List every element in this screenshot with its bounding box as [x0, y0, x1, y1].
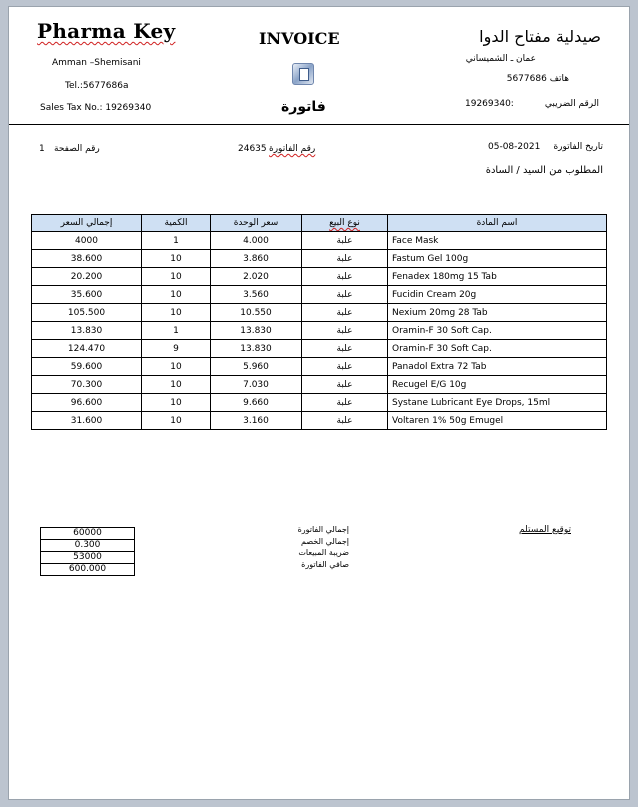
- totals-row: [41, 528, 135, 540]
- net-total-value: 600.000: [41, 564, 135, 576]
- header-total-price: إجمالي السعر: [32, 215, 142, 232]
- row-sale-type: علبة: [302, 394, 388, 412]
- sales-tax-value: 53000: [41, 552, 135, 564]
- company-name-en: Pharma Key: [37, 19, 176, 43]
- row-qty: 1: [142, 232, 211, 250]
- row-unit-price: 3.860: [211, 250, 302, 268]
- totals-row: [41, 564, 135, 576]
- invoice-title: INVOICE: [259, 29, 340, 48]
- row-unit-price: 10.550: [211, 304, 302, 322]
- page-number: 1: [39, 144, 45, 154]
- row-item-name: Recugel E/G 10g: [388, 376, 607, 394]
- row-total: 59.600: [32, 358, 142, 376]
- row-total: 31.600: [32, 412, 142, 430]
- invoice-title-ar: فاتورة: [281, 99, 326, 115]
- row-total: 4000: [32, 232, 142, 250]
- items-table: [31, 214, 607, 430]
- invoice-total-label: إجمالي الفاتورة: [297, 525, 349, 534]
- table-row: [32, 232, 607, 250]
- row-item-name: Panadol Extra 72 Tab: [388, 358, 607, 376]
- tax-ar-label: الرقم الضريبي: [544, 99, 599, 109]
- address-en: Amman –Shemisani: [52, 58, 141, 68]
- row-qty: 10: [142, 250, 211, 268]
- tax-ar-value: 19269340:: [465, 99, 514, 109]
- row-total: 20.200: [32, 268, 142, 286]
- header-divider: [9, 124, 629, 125]
- row-item-name: Fucidin Cream 20g: [388, 286, 607, 304]
- row-total: 96.600: [32, 394, 142, 412]
- row-qty: 10: [142, 358, 211, 376]
- row-sale-type: علبة: [302, 340, 388, 358]
- header-unit-price: سعر الوحدة: [211, 215, 302, 232]
- row-qty: 10: [142, 412, 211, 430]
- sales-tax-en: Sales Tax No.: 19269340: [40, 103, 152, 113]
- table-row: [32, 358, 607, 376]
- page-number-label: رقم الصفحة: [54, 144, 100, 154]
- invoice-number-label: رقم الفاتورة: [269, 144, 316, 154]
- row-qty: 10: [142, 304, 211, 322]
- row-sale-type: علبة: [302, 322, 388, 340]
- table-row: [32, 412, 607, 430]
- requested-from-label: المطلوب من السيد / السادة: [485, 165, 603, 176]
- company-name-ar: صيدلية مفتاح الدوا: [479, 27, 601, 46]
- row-item-name: Nexium 20mg 28 Tab: [388, 304, 607, 322]
- table-row: [32, 376, 607, 394]
- recipient-signature-label: توقيع المستلم: [519, 525, 571, 535]
- totals-labels: [269, 524, 349, 570]
- row-sale-type: علبة: [302, 286, 388, 304]
- invoice-number: 24635: [238, 144, 267, 154]
- totals-row: [41, 540, 135, 552]
- row-total: 124.470: [32, 340, 142, 358]
- table-row: [32, 268, 607, 286]
- row-qty: 1: [142, 322, 211, 340]
- table-header-row: [32, 215, 607, 232]
- row-unit-price: 13.830: [211, 340, 302, 358]
- row-unit-price: 5.960: [211, 358, 302, 376]
- row-sale-type: علبة: [302, 412, 388, 430]
- row-sale-type: علبة: [302, 232, 388, 250]
- row-item-name: Oramin-F 30 Soft Cap.: [388, 322, 607, 340]
- totals-table: [40, 527, 135, 576]
- net-total-label: صافي الفاتورة: [301, 559, 349, 569]
- row-unit-price: 13.830: [211, 322, 302, 340]
- row-qty: 9: [142, 340, 211, 358]
- row-total: 105.500: [32, 304, 142, 322]
- row-sale-type: علبة: [302, 376, 388, 394]
- row-item-name: Systane Lubricant Eye Drops, 15ml: [388, 394, 607, 412]
- row-item-name: Face Mask: [388, 232, 607, 250]
- table-row: [32, 286, 607, 304]
- invoice-page: [8, 6, 630, 800]
- header-item-name: اسم المادة: [388, 215, 607, 232]
- header-sale-type: نوع البيع: [302, 215, 388, 232]
- row-item-name: Fastum Gel 100g: [388, 250, 607, 268]
- row-unit-price: 2.020: [211, 268, 302, 286]
- row-sale-type: علبة: [302, 358, 388, 376]
- row-total: 70.300: [32, 376, 142, 394]
- row-sale-type: علبة: [302, 304, 388, 322]
- totals-row: [41, 552, 135, 564]
- table-row: [32, 250, 607, 268]
- row-total: 13.830: [32, 322, 142, 340]
- discount-total-value: 0.300: [41, 540, 135, 552]
- invoice-date: 05-08-2021: [488, 142, 541, 152]
- row-item-name: Voltaren 1% 50g Emugel: [388, 412, 607, 430]
- row-unit-price: 3.560: [211, 286, 302, 304]
- row-item-name: Fenadex 180mg 15 Tab: [388, 268, 607, 286]
- table-row: [32, 340, 607, 358]
- row-unit-price: 9.660: [211, 394, 302, 412]
- row-unit-price: 3.160: [211, 412, 302, 430]
- address-ar: عمان ـ الشميساني: [465, 54, 536, 64]
- invoice-date-label: تاريخ الفاتورة: [553, 142, 603, 152]
- row-unit-price: 7.030: [211, 376, 302, 394]
- row-sale-type: علبة: [302, 250, 388, 268]
- invoice-total-value: 60000: [41, 528, 135, 540]
- row-qty: 10: [142, 394, 211, 412]
- sales-tax-label: ضريبة المبيعات: [298, 548, 349, 557]
- table-row: [32, 304, 607, 322]
- row-unit-price: 4.000: [211, 232, 302, 250]
- row-qty: 10: [142, 376, 211, 394]
- discount-total-label: إجمالي الخصم: [301, 536, 349, 546]
- phone-en: Tel.:5677686a: [65, 81, 129, 91]
- row-item-name: Oramin-F 30 Soft Cap.: [388, 340, 607, 358]
- header-quantity: الكمية: [142, 215, 211, 232]
- table-row: [32, 394, 607, 412]
- phone-ar: هاتف 5677686: [506, 74, 569, 84]
- row-qty: 10: [142, 268, 211, 286]
- row-sale-type: علبة: [302, 268, 388, 286]
- row-qty: 10: [142, 286, 211, 304]
- pharmacy-logo-icon: [292, 63, 314, 85]
- table-row: [32, 322, 607, 340]
- row-total: 35.600: [32, 286, 142, 304]
- row-total: 38.600: [32, 250, 142, 268]
